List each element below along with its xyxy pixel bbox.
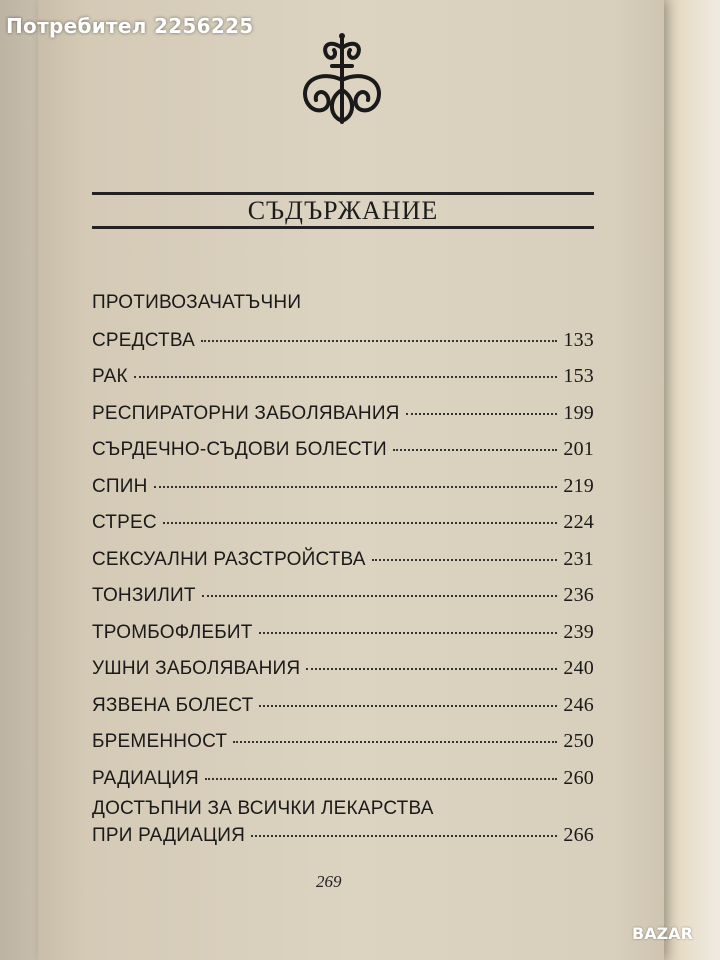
toc-entry-title: СПИН xyxy=(92,475,148,497)
toc-entry-title: СЪРДЕЧНО-СЪДОВИ БОЛЕСТИ xyxy=(92,439,387,460)
ornament-icon xyxy=(292,30,392,130)
toc-entry-title: ПРИ РАДИАЦИЯ xyxy=(92,825,245,846)
toc-entry xyxy=(92,614,594,651)
dot-leader xyxy=(233,741,557,743)
contents-heading: СЪДЪРЖАНИЕ xyxy=(247,196,439,225)
toc-entry xyxy=(92,395,594,432)
toc-entry xyxy=(92,285,594,322)
dot-leader xyxy=(306,668,557,670)
toc-entry-title: РАДИАЦИЯ xyxy=(92,767,199,789)
dot-leader xyxy=(406,413,558,415)
toc-entry xyxy=(92,796,594,822)
toc-entry xyxy=(92,431,594,468)
toc-entry xyxy=(92,358,594,395)
toc-entry xyxy=(92,541,594,578)
dot-leader xyxy=(134,376,558,378)
toc-entry xyxy=(92,723,594,760)
toc-entry-page: 246 xyxy=(563,693,594,716)
toc-entry-title: СЕКСУАЛНИ РАЗСТРОЙСТВА xyxy=(92,548,366,570)
table-of-contents xyxy=(92,285,594,848)
dot-leader xyxy=(259,705,557,707)
toc-entry-title: УШНИ ЗАБОЛЯВАНИЯ xyxy=(92,658,301,679)
toc-entry xyxy=(92,468,594,505)
heading-rule-bottom xyxy=(92,226,594,229)
toc-entry-title: ТОНЗИЛИТ xyxy=(92,585,196,606)
toc-entry-page: 231 xyxy=(563,547,594,570)
bazar-logo: BAZAR xyxy=(632,924,693,943)
page-number: 269 xyxy=(316,872,342,891)
toc-entry-title: ТРОМБОФЛЕБИТ xyxy=(92,621,253,643)
toc-entry xyxy=(92,822,594,848)
toc-entry xyxy=(92,687,594,724)
dot-leader xyxy=(372,559,558,561)
toc-entry-page: 199 xyxy=(563,401,594,424)
user-watermark: Потребител 2256225 xyxy=(6,14,254,38)
toc-entry-page: 236 xyxy=(563,584,594,606)
toc-entry-page: 250 xyxy=(563,730,594,752)
toc-entry-title: ДОСТЪПНИ ЗА ВСИЧКИ ЛЕКАРСТВА xyxy=(92,798,434,819)
toc-entry-title: БРЕМЕННОСТ xyxy=(92,731,228,752)
toc-entry xyxy=(92,504,594,541)
toc-entry-title: СТРЕС xyxy=(92,512,157,533)
toc-entry-title: РЕСПИРАТОРНИ ЗАБОЛЯВАНИЯ xyxy=(92,402,400,424)
toc-entry-page: 133 xyxy=(563,328,594,351)
page-stack-edge xyxy=(664,0,720,960)
toc-entry-page: 224 xyxy=(563,511,594,533)
toc-entry xyxy=(92,650,594,687)
toc-entry-page: 201 xyxy=(563,438,594,460)
toc-entry-title: СРЕДСТВА xyxy=(92,329,195,351)
toc-entry-page: 266 xyxy=(563,824,594,846)
heading-rule-top xyxy=(92,192,594,195)
dot-leader xyxy=(202,595,558,597)
toc-entry xyxy=(92,577,594,614)
dot-leader xyxy=(205,778,557,780)
toc-entry-title: ПРОТИВОЗАЧАТЪЧНИ xyxy=(92,292,302,313)
dot-leader xyxy=(201,340,557,342)
toc-entry-page: 219 xyxy=(563,474,594,497)
toc-entry-title: РАК xyxy=(92,366,128,387)
dot-leader xyxy=(259,632,558,634)
dot-leader xyxy=(154,486,558,488)
toc-entry-page: 240 xyxy=(563,657,594,679)
toc-entry-page: 239 xyxy=(563,620,594,643)
dot-leader xyxy=(163,522,558,524)
dot-leader xyxy=(251,835,557,837)
toc-entry-page: 153 xyxy=(563,365,594,387)
toc-entry xyxy=(92,322,594,359)
toc-entry xyxy=(92,760,594,797)
toc-entry-page: 260 xyxy=(563,766,594,789)
dot-leader xyxy=(393,449,558,451)
toc-entry-title: ЯЗВЕНА БОЛЕСТ xyxy=(92,694,254,716)
